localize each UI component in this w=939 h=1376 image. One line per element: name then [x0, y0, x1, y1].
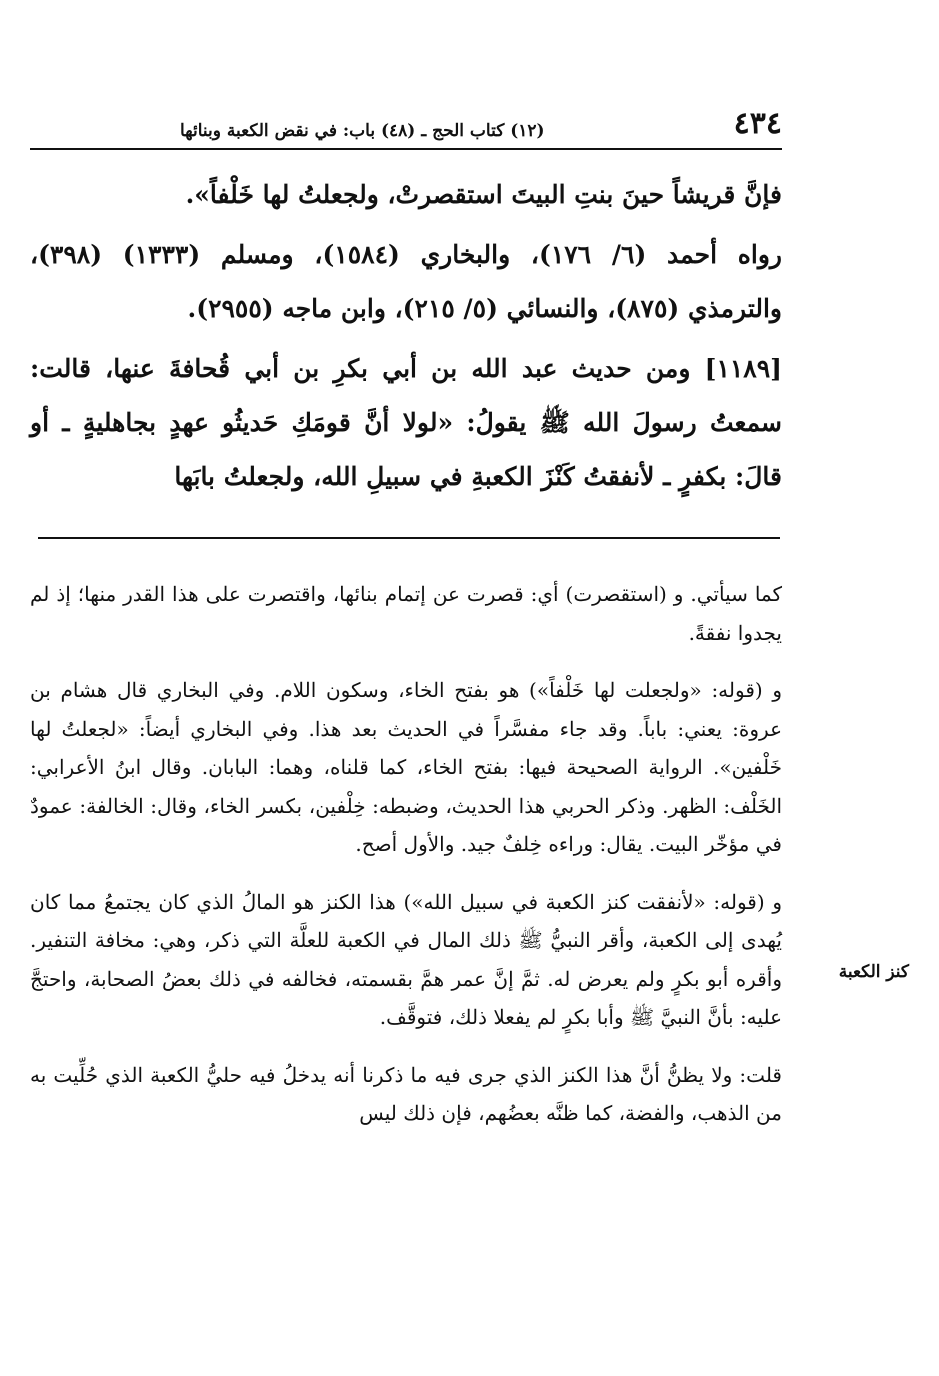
- page-number: ٤٣٤: [733, 106, 782, 141]
- hadith-sources: رواه أحمد (٦/ ١٧٦)، والبخاري (١٥٨٤)، ومسلم (١٣٣٣) (٣٩٨)، والترمذي (٨٧٥)، والنسائي (٥/ ٢١٥)، وابن ماجه (٢٩٥٥).: [30, 240, 782, 323]
- main-text: [30, 168, 782, 504]
- page-header: [30, 104, 782, 150]
- commentary-paragraph: و (قوله: «لأنفقت كنز الكعبة في سبيل الله») هذا الكنز هو المالُ الذي كان يجتمعُ مما كان يُهدى إلى الكعبة، وأقر النبيُّ ﷺ ذلك المال في الكعبة للعلَّة التي ذكر، وهي: مخافة التنفير. وأقره أبو بكرٍ ولم يعرض له. ثمَّ إنَّ عمر همَّ بقسمته، فخالفه في ذلك بعضُ الصحابة، واحتجَّ عليه: بأنَّ النبيَّ ﷺ وأبا بكرٍ لم يفعلا ذلك، فتوقَّف.: [30, 889, 782, 1029]
- commentary-paragraph: كما سيأتي. و (استقصرت) أي: قصرت عن إتمام بنائها، واقتصرت على هذا القدر منها؛ إذ لم يجدوا نفقةً.: [30, 582, 782, 645]
- hadith-1189: [١١٨٩] ومن حديث عبد الله بن أبي بكرِ بن أبي قُحافةَ عنها، قالت: سمعتُ رسولَ الله ﷺ يقولُ: «لولا أنَّ قومَكِ حَديثُو عهدٍ بجاهليةٍ ـ أو قالَ: بكفرٍ ـ لأنفقتُ كَنْزَ الكعبةِ في سبيلِ الله، ولجعلتُ بابَها: [30, 354, 782, 491]
- hadith-continuation: فإنَّ قريشاً حينَ بنتِ البيتَ استقصرتْ، ولجعلتُ لها خَلْفاً».: [185, 180, 782, 209]
- commentary-paragraph: قلت: ولا يظنُّ أنَّ هذا الكنز الذي جرى فيه ما ذكرنا أنه يدخلُ فيه حليُّ الكعبة الذي حُلِّيت به من الذهب، والفضة، كما ظنَّه بعضُهم، فإن ذلك ليس: [30, 1062, 782, 1125]
- margin-note: كنز الكعبة: [838, 962, 909, 982]
- footnote-separator: [38, 537, 780, 539]
- commentary: [30, 575, 782, 1152]
- header-rule: [30, 148, 782, 150]
- running-title: (١٢) كتاب الحج ـ (٤٨) باب: في نقض الكعبة وبنائها: [180, 121, 545, 141]
- commentary-paragraph: و (قوله: «ولجعلت لها خَلْفاً») هو بفتح الخاء، وسكون اللام. وفي البخاري قال هشام بن عروة: يعني: باباً. وقد جاء مفسَّراً في الحديث بعد هذا. وفي البخاري أيضاً: «لجعلتُ لها خَلْفين». الرواية الصحيحة فيها: بفتح الخاء، كما قلناه، وهما: البابان. وقال ابنُ الأعرابي: الخَلْف: الظهر. وذكر الحربي هذا الحديث، وضبطه: خِلْفين، بكسر الخاء، وقال: الخالفة: عمودٌ في مؤخّر البيت. يقال: وراءه خِلفٌ جيد. والأول أصح.: [30, 678, 782, 856]
